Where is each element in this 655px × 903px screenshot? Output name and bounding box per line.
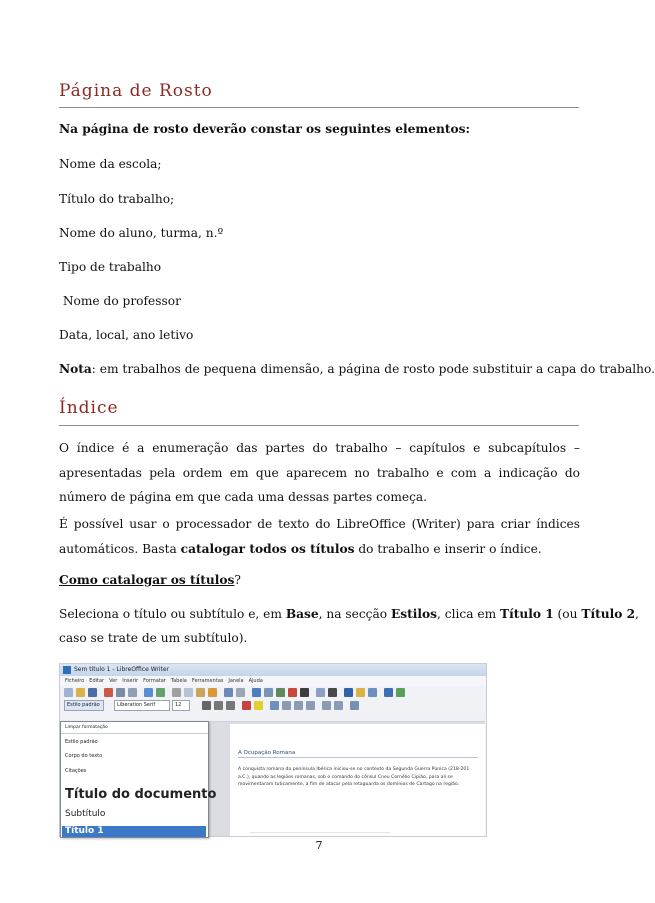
save-icon[interactable] (88, 688, 97, 697)
autocorrect-icon[interactable] (156, 688, 165, 697)
dropdown-item-subtitulo[interactable]: Subtítulo (65, 809, 106, 819)
italic-icon[interactable] (214, 701, 223, 710)
spellcheck-icon[interactable] (144, 688, 153, 697)
clone-formatting-icon[interactable] (208, 688, 217, 697)
dropdown-item-titulo-1[interactable]: Título 1 (65, 826, 104, 836)
ruler (208, 712, 485, 722)
navigator-icon[interactable] (344, 688, 353, 697)
draw-functions-icon[interactable] (396, 688, 405, 697)
style-dropdown (60, 721, 217, 838)
image-icon[interactable] (276, 688, 285, 697)
open-folder-icon[interactable] (76, 688, 85, 697)
list-item-aluno: Nome do aluno, turma, n.º (59, 226, 224, 240)
redo-icon[interactable] (236, 688, 245, 697)
list-item-titulo: Título do trabalho; (59, 192, 175, 206)
menu-item-formatar[interactable]: Formatar (143, 678, 166, 684)
formatting-marks-icon[interactable] (328, 688, 337, 697)
justify-icon[interactable] (306, 701, 315, 710)
menu-item-ajuda[interactable]: Ajuda (248, 678, 263, 684)
indent-icon[interactable] (350, 701, 359, 710)
heading-pagina-de-rosto: Página de Rosto (59, 81, 213, 101)
bold-icon[interactable] (202, 701, 211, 710)
page-number: 7 (315, 839, 323, 852)
doc-body-text: A conquista romana da península Ibérica iniciou-se no contexto da Segunda Guerra Púnica (218-201 a.C.), quando as legiões romanas, sob o comando do cônsul Cneu Cornélio Cipião, para ali se movimentaram tuticamente, a fim de atacar pela retaguarda os domínios de Cartago na região. (238, 767, 470, 787)
libreoffice-screenshot (59, 663, 487, 837)
menu-item-tabela[interactable]: Tabela (170, 678, 187, 684)
align-left-icon[interactable] (270, 701, 279, 710)
paste-icon[interactable] (196, 688, 205, 697)
menu-item-ver[interactable]: Ver (109, 678, 118, 684)
menu-item-editar[interactable]: Editar (89, 678, 105, 684)
dropdown-item-titulo-documento[interactable]: Título do documento (65, 787, 217, 802)
export-pdf-icon[interactable] (104, 688, 113, 697)
gallery-icon[interactable] (356, 688, 365, 697)
table-icon[interactable] (264, 688, 273, 697)
new-document-icon[interactable] (64, 688, 73, 697)
paragraph-style-box[interactable]: Estilo padrão (64, 700, 104, 711)
highlight-icon[interactable] (254, 701, 263, 710)
standard-toolbar (62, 687, 484, 699)
formatting-toolbar (62, 700, 484, 712)
find-replace-icon[interactable] (316, 688, 325, 697)
hyperlink-icon[interactable] (252, 688, 261, 697)
menu-item-ficheiro[interactable]: Ficheiro (65, 678, 85, 684)
list-numbers-icon[interactable] (334, 701, 343, 710)
heading-indice: Índice (59, 398, 119, 418)
note-label: Nota (59, 362, 92, 376)
list-bullets-icon[interactable] (322, 701, 331, 710)
undo-icon[interactable] (224, 688, 233, 697)
note-line (59, 362, 655, 376)
paragraph-libreoffice: É possível usar o processador de texto do LibreOffice (Writer) para criar índices automáticos. Basta catalogar todos os títulos do trabalho e inserir o índice. (59, 517, 580, 556)
intro-line: Na página de rosto deverão constar os seguintes elementos: (59, 122, 471, 136)
menu-item-janela[interactable]: Janela (228, 678, 244, 684)
doc-heading: A Ocupação Romana (238, 750, 478, 758)
how-to-catalog-line: Como catalogar os títulos? (59, 573, 241, 587)
window-title: Sem título 1 - LibreOffice Writer (74, 666, 170, 673)
dropdown-item-corpo-texto[interactable]: Corpo do texto (65, 753, 103, 759)
print-icon[interactable] (116, 688, 125, 697)
align-center-icon[interactable] (282, 701, 291, 710)
note-text: : em trabalhos de pequena dimensão, a página de rosto pode substituir a capa do trabalho. (91, 362, 655, 376)
dropdown-item-citacoes[interactable]: Citações (65, 768, 87, 774)
list-item-data: Data, local, ano letivo (59, 328, 194, 342)
list-item-professor: Nome do professor (59, 294, 181, 308)
align-right-icon[interactable] (294, 701, 303, 710)
styles-icon[interactable] (368, 688, 377, 697)
chart-icon[interactable] (288, 688, 297, 697)
document-page (230, 724, 485, 836)
print-preview-icon[interactable] (128, 688, 137, 697)
paragraph-instructions: Seleciona o título ou subtítulo e, em Base, na secção Estilos, clica em Título 1 (ou Título 2, (59, 607, 639, 621)
footer-rule (250, 832, 390, 833)
heading-rule (59, 107, 579, 108)
copy-icon[interactable] (184, 688, 193, 697)
font-name-box[interactable]: Liberation Serif (114, 700, 170, 711)
underline-icon[interactable] (226, 701, 235, 710)
dropdown-divider (61, 733, 208, 734)
menu-bar (60, 676, 486, 686)
window-titlebar (60, 664, 486, 676)
menu-item-ferramentas[interactable]: Ferramentas (191, 678, 224, 684)
menu-item-inserir[interactable]: Inserir (122, 678, 139, 684)
text-box-icon[interactable] (300, 688, 309, 697)
basic-shapes-icon[interactable] (384, 688, 393, 697)
paragraph-instructions-cont: caso se trate de um subtítulo). (59, 631, 248, 645)
writer-app-icon (63, 666, 71, 674)
cut-icon[interactable] (172, 688, 181, 697)
font-color-icon[interactable] (242, 701, 251, 710)
list-item-escola: Nome da escola; (59, 157, 162, 171)
font-size-box[interactable]: 12 (172, 700, 190, 711)
dropdown-item-estilo-padrao[interactable]: Estilo padrão (65, 739, 98, 745)
list-item-tipo: Tipo de trabalho (59, 260, 162, 274)
paragraph-indice-definition: O índice é a enumeração das partes do trabalho – capítulos e subcapítulos – apresentadas pela ordem em que aparecem no trabalho e com a indicação do número de página em que cada uma dessas partes começa. (59, 441, 580, 505)
heading-rule (59, 425, 579, 426)
dropdown-item-limpar[interactable]: Limpar formatação (65, 725, 108, 730)
